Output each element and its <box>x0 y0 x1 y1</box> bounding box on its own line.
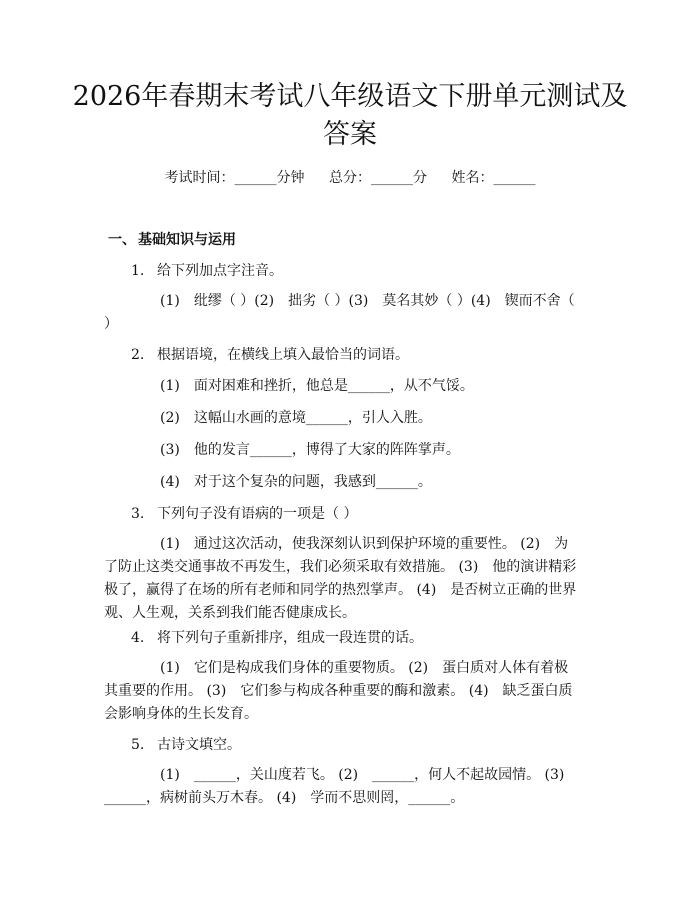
question-number: 1. <box>131 263 145 279</box>
question-number: 4. <box>131 630 145 646</box>
exam-score: 总分：______分 <box>329 170 427 186</box>
question-text: 根据语境，在横线上填入最恰当的词语。 <box>157 347 409 363</box>
question-5 <box>131 735 241 755</box>
question-text: 下列句子没有语病的一项是（ ） <box>157 506 358 522</box>
question-text: 给下列加点字注音。 <box>157 263 283 279</box>
question-text: 古诗文填空。 <box>157 737 241 753</box>
question-1 <box>131 261 283 281</box>
page-title: 2026年春期末考试八年级语文下册单元测试及答案 <box>72 81 628 150</box>
question-1-options: (1) 纰缪（ ）(2) 拙劣（ ）(3) 莫名其妙（ ）(4) 锲而不舍（ ） <box>104 293 575 332</box>
question-2-item: (2) 这幅山水画的意境______，引人入胜。 <box>160 410 432 426</box>
exam-info <box>0 168 700 188</box>
question-5-options: (1) ______，关山度若飞。 (2) ______，何人不起故园情。 (3) ______，病树前头万木春。 (4) 学而不思则罔，______。 <box>104 767 579 806</box>
question-3 <box>131 504 357 524</box>
section-number: 一、 <box>108 232 136 248</box>
section-heading <box>108 230 236 250</box>
exam-time: 考试时间：______分钟 <box>164 170 305 186</box>
question-number: 3. <box>131 506 145 522</box>
question-4-options: (1) 它们是构成我们身体的重要物质。 (2) 蛋白质对人体有着极其重要的作用。 (3) 它们参与构成各种重要的酶和激素。 (4) 缺乏蛋白质会影响身体的生长发育。 <box>104 660 573 722</box>
question-number: 5. <box>131 737 145 753</box>
question-2-item: (4) 对于这个复杂的问题，我感到______。 <box>160 474 432 490</box>
exam-name: 姓名：______ <box>451 170 536 186</box>
question-text: 将下列句子重新排序，组成一段连贯的话。 <box>157 630 423 646</box>
question-number: 2. <box>131 347 145 363</box>
question-3-options: (1) 通过这次活动，使我深刻认识到保护环境的重要性。 (2) 为了防止这类交通事故不再发生，我们必须采取有效措施。 (3) 他的演讲精彩极了，赢得了在场的所有老师和同学的热烈掌声。 (4) 是否树立正确的世界观、人生观，关系到我们能否健康成长。 <box>104 536 577 621</box>
question-4 <box>131 628 423 648</box>
question-2-item: (3) 他的发言______，博得了大家的阵阵掌声。 <box>160 442 460 458</box>
question-2-item: (1) 面对困难和挫折，他总是______，从不气馁。 <box>160 378 474 394</box>
question-2 <box>131 345 409 365</box>
section-title: 基础知识与运用 <box>138 232 236 248</box>
